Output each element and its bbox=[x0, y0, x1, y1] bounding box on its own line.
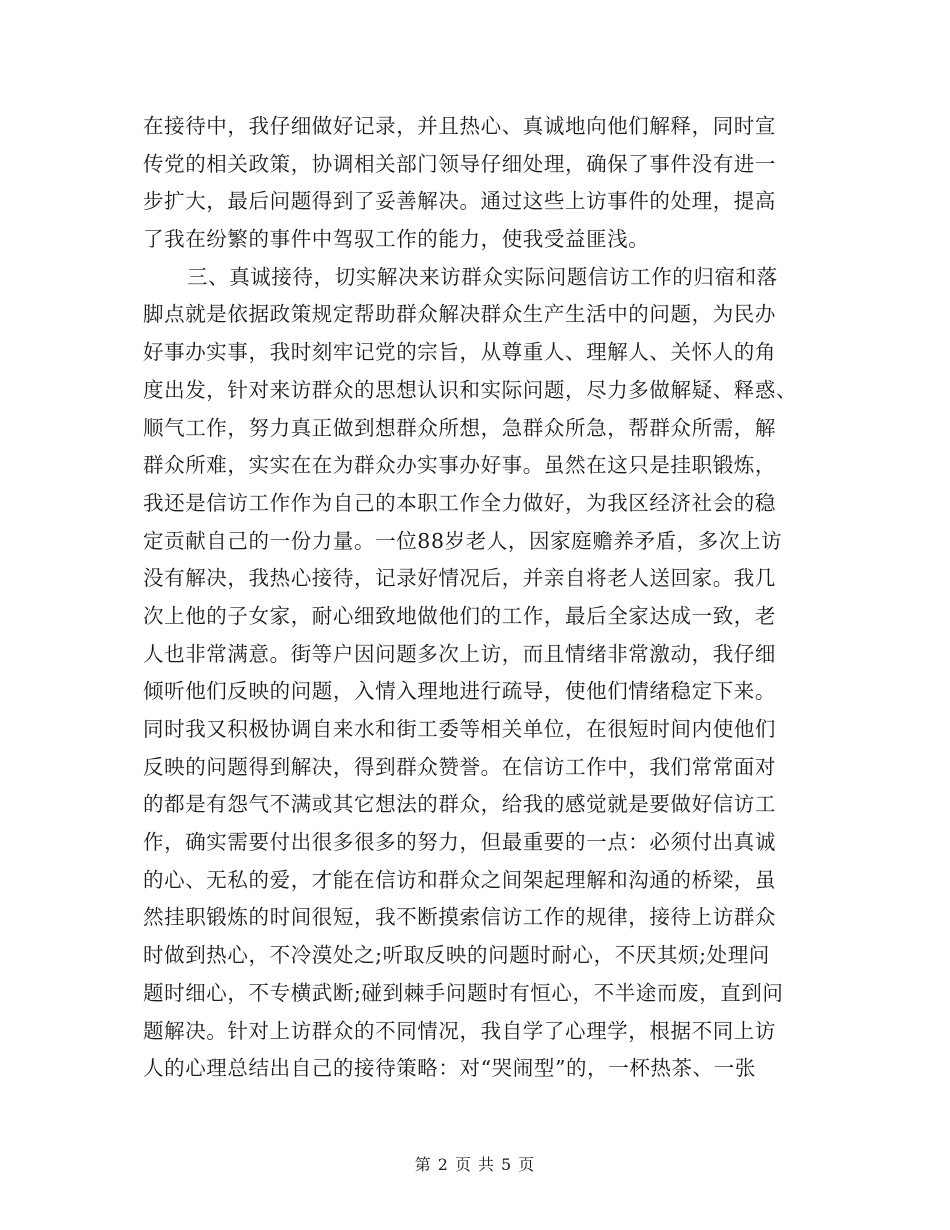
text-line: 度出发，针对来访群众的思想认识和实际问题，尽力多做解疑、释惑、 bbox=[143, 377, 798, 402]
text-line: 了我在纷繁的事件中驾驭工作的能力，使我受益匪浅。 bbox=[143, 227, 650, 252]
document-body bbox=[143, 108, 813, 1088]
text-line: 脚点就是依据政策规定帮助群众解决群众生产生活中的问题，为民办 bbox=[143, 302, 776, 327]
text-line: 的心、无私的爱，才能在信访和群众之间架起理解和沟通的桥梁，虽 bbox=[143, 867, 776, 892]
text-line: 倾听他们反映的问题，入情入理地进行疏导，使他们情绪稳定下来。 bbox=[143, 679, 776, 704]
text-line: 反映的问题得到解决，得到群众赞誉。在信访工作中，我们常常面对 bbox=[143, 754, 776, 779]
page-current-number: 2 bbox=[437, 1155, 449, 1174]
text-line: 步扩大，最后问题得到了妥善解决。通过这些上访事件的处理，提高 bbox=[143, 189, 776, 214]
page-suffix: 页 bbox=[518, 1155, 536, 1174]
text-line: 人的心理总结出自己的接待策略：对“哭闹型”的，一杯热茶、一张 bbox=[143, 1056, 756, 1081]
text-line: 题解决。针对上访群众的不同情况，我自学了心理学，根据不同上访 bbox=[143, 1018, 776, 1043]
text-line: 作，确实需要付出很多很多的努力，但最重要的一点：必须付出真诚 bbox=[143, 830, 776, 855]
page-footer bbox=[0, 1152, 950, 1175]
text-line: 顺气工作，努力真正做到想群众所想，急群众所急，帮群众所需，解 bbox=[143, 415, 776, 440]
text-line: 群众所难，实实在在为群众办实事办好事。虽然在这只是挂职锻炼， bbox=[143, 453, 776, 478]
text-line: 次上他的子女家，耐心细致地做他们的工作，最后全家达成一致，老 bbox=[143, 603, 776, 628]
page-total-number: 5 bbox=[501, 1155, 513, 1174]
text-line: 我还是信访工作作为自己的本职工作全力做好，为我区经济社会的稳 bbox=[143, 490, 776, 515]
text-line: 好事办实事，我时刻牢记党的宗旨，从尊重人、理解人、关怀人的角 bbox=[143, 340, 776, 365]
text-line: 然挂职锻炼的时间很短，我不断摸索信访工作的规律，接待上访群众 bbox=[143, 905, 776, 930]
page-prefix: 第 bbox=[414, 1155, 432, 1174]
text-line: 的都是有怨气不满或其它想法的群众，给我的感觉就是要做好信访工 bbox=[143, 792, 776, 817]
text-line: 题时细心，不专横武断;碰到棘手问题时有恒心，不半途而废，直到问 bbox=[143, 980, 784, 1005]
text-line: 人也非常满意。街等户因问题多次上访，而且情绪非常激动，我仔细 bbox=[143, 641, 776, 666]
text-line: 同时我又积极协调自来水和街工委等相关单位，在很短时间内使他们 bbox=[143, 717, 776, 741]
text-line: 在接待中，我仔细做好记录，并且热心、真诚地向他们解释，同时宣 bbox=[143, 114, 776, 138]
paragraph-start-line: 三、真诚接待，切实解决来访群众实际问题信访工作的归宿和落 bbox=[187, 264, 778, 289]
text-line: 没有解决，我热心接待，记录好情况后，并亲自将老人送回家。我几 bbox=[143, 566, 776, 591]
page-mid: 页 共 bbox=[454, 1155, 496, 1174]
text-line: 定贡献自己的一份力量。一位88岁老人，因家庭赡养矛盾，多次上访 bbox=[143, 528, 783, 553]
text-line: 传党的相关政策，协调相关部门领导仔细处理，确保了事件没有进一 bbox=[143, 151, 776, 176]
text-line: 时做到热心，不冷漠处之;听取反映的问题时耐心，不厌其烦;处理问 bbox=[143, 943, 770, 968]
